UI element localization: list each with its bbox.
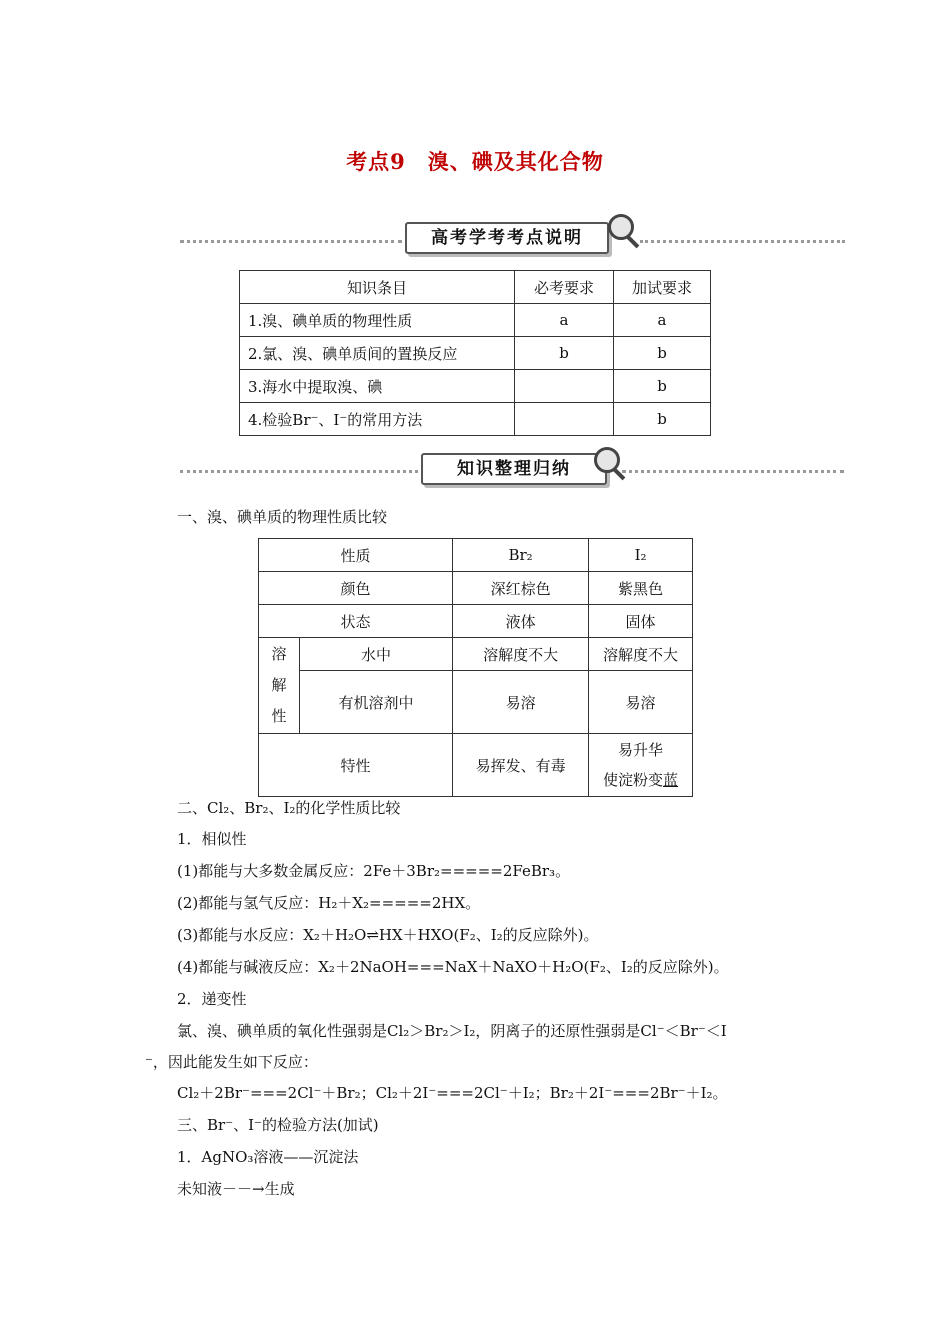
text-line: 未知液－－→生成 (177, 1180, 295, 1198)
row-i2: 易溶 (589, 671, 693, 734)
requirements-table (239, 270, 711, 436)
row-i2: 固体 (589, 605, 693, 638)
table-row (240, 304, 711, 337)
magnifier-handle (627, 236, 640, 249)
table-row (240, 370, 711, 403)
table-row (259, 638, 693, 671)
row-req2: b (614, 370, 711, 403)
table-row (240, 337, 711, 370)
row-i2: 易升华 使淀粉变蓝 (589, 734, 693, 797)
section-heading-3: 三、Br⁻、I⁻的检验方法(加试) (177, 1116, 379, 1134)
header-i2: I₂ (589, 539, 693, 572)
row-br2: 溶解度不大 (453, 638, 589, 671)
row-req1 (515, 403, 614, 436)
row-item: 2.氯、溴、碘单质间的置换反应 (240, 337, 515, 370)
row-label: 特性 (259, 734, 453, 797)
row-req1 (515, 370, 614, 403)
row-req1: b (515, 337, 614, 370)
header-br2: Br₂ (453, 539, 589, 572)
paragraph-continued: ⁻，因此能发生如下反应： (145, 1053, 318, 1071)
properties-table (258, 538, 693, 797)
dotted-rule-left-2 (180, 470, 418, 473)
dotted-rule-right-1 (640, 240, 845, 243)
table-row (259, 605, 693, 638)
row-req1: a (515, 304, 614, 337)
table-row (259, 671, 693, 734)
reaction-equations: Cl₂＋2Br⁻===2Cl⁻＋Br₂；Cl₂＋2I⁻===2Cl⁻＋I₂；Br₂＋2I⁻===2Br⁻＋I₂。 (177, 1084, 728, 1102)
row-i2: 溶解度不大 (589, 638, 693, 671)
header-property: 性质 (259, 539, 453, 572)
section-banner-exam-notes: 高考学考考点说明 (405, 222, 609, 254)
row-label: 状态 (259, 605, 453, 638)
header-advanced: 加试要求 (614, 271, 711, 304)
dotted-rule-right-2 (622, 470, 844, 473)
row-item: 1.溴、碘单质的物理性质 (240, 304, 515, 337)
header-required: 必考要求 (515, 271, 614, 304)
section-banner-knowledge: 知识整理归纳 (421, 453, 607, 485)
header-item: 知识条目 (240, 271, 515, 304)
section-heading-2: 二、Cl₂、Br₂、I₂的化学性质比较 (177, 799, 401, 817)
text-line: (3)都能与水反应：X₂＋H₂O⇌HX＋HXO(F₂、I₂的反应除外)。 (177, 926, 599, 944)
row-req2: a (614, 304, 711, 337)
table-row (259, 572, 693, 605)
row-i2: 紫黑色 (589, 572, 693, 605)
row-req2: b (614, 337, 711, 370)
row-br2: 深红棕色 (453, 572, 589, 605)
row-item: 4.检验Br⁻、I⁻的常用方法 (240, 403, 515, 436)
row-label: 水中 (300, 638, 453, 671)
section-heading-1: 一、溴、碘单质的物理性质比较 (177, 508, 388, 526)
page-title: 考点9 溴、碘及其化合物 (346, 149, 604, 174)
subheading-agno3: 1．AgNO₃溶液——沉淀法 (177, 1148, 359, 1166)
table-row (240, 403, 711, 436)
row-label: 颜色 (259, 572, 453, 605)
subheading-gradient: 2．递变性 (177, 990, 247, 1008)
row-item: 3.海水中提取溴、碘 (240, 370, 515, 403)
text-line: (1)都能与大多数金属反应：2Fe＋3Br₂=====2FeBr₃。 (177, 862, 571, 880)
text-line: (4)都能与碱液反应：X₂＋2NaOH===NaX＋NaXO＋H₂O(F₂、I₂的反应除外)。 (177, 958, 729, 976)
solubility-label: 溶 解 性 (259, 638, 300, 734)
row-req2: b (614, 403, 711, 436)
row-br2: 易溶 (453, 671, 589, 734)
paragraph: 氯、溴、碘单质的氧化性强弱是Cl₂＞Br₂＞I₂，阴离子的还原性强弱是Cl⁻＜Br⁻＜I (177, 1022, 727, 1040)
dotted-rule-left-1 (180, 240, 402, 243)
text-line: (2)都能与氢气反应：H₂＋X₂=====2HX。 (177, 894, 481, 912)
row-br2: 液体 (453, 605, 589, 638)
subheading-similarity: 1．相似性 (177, 830, 247, 848)
row-br2: 易挥发、有毒 (453, 734, 589, 797)
table-row (259, 734, 693, 797)
row-label: 有机溶剂中 (300, 671, 453, 734)
